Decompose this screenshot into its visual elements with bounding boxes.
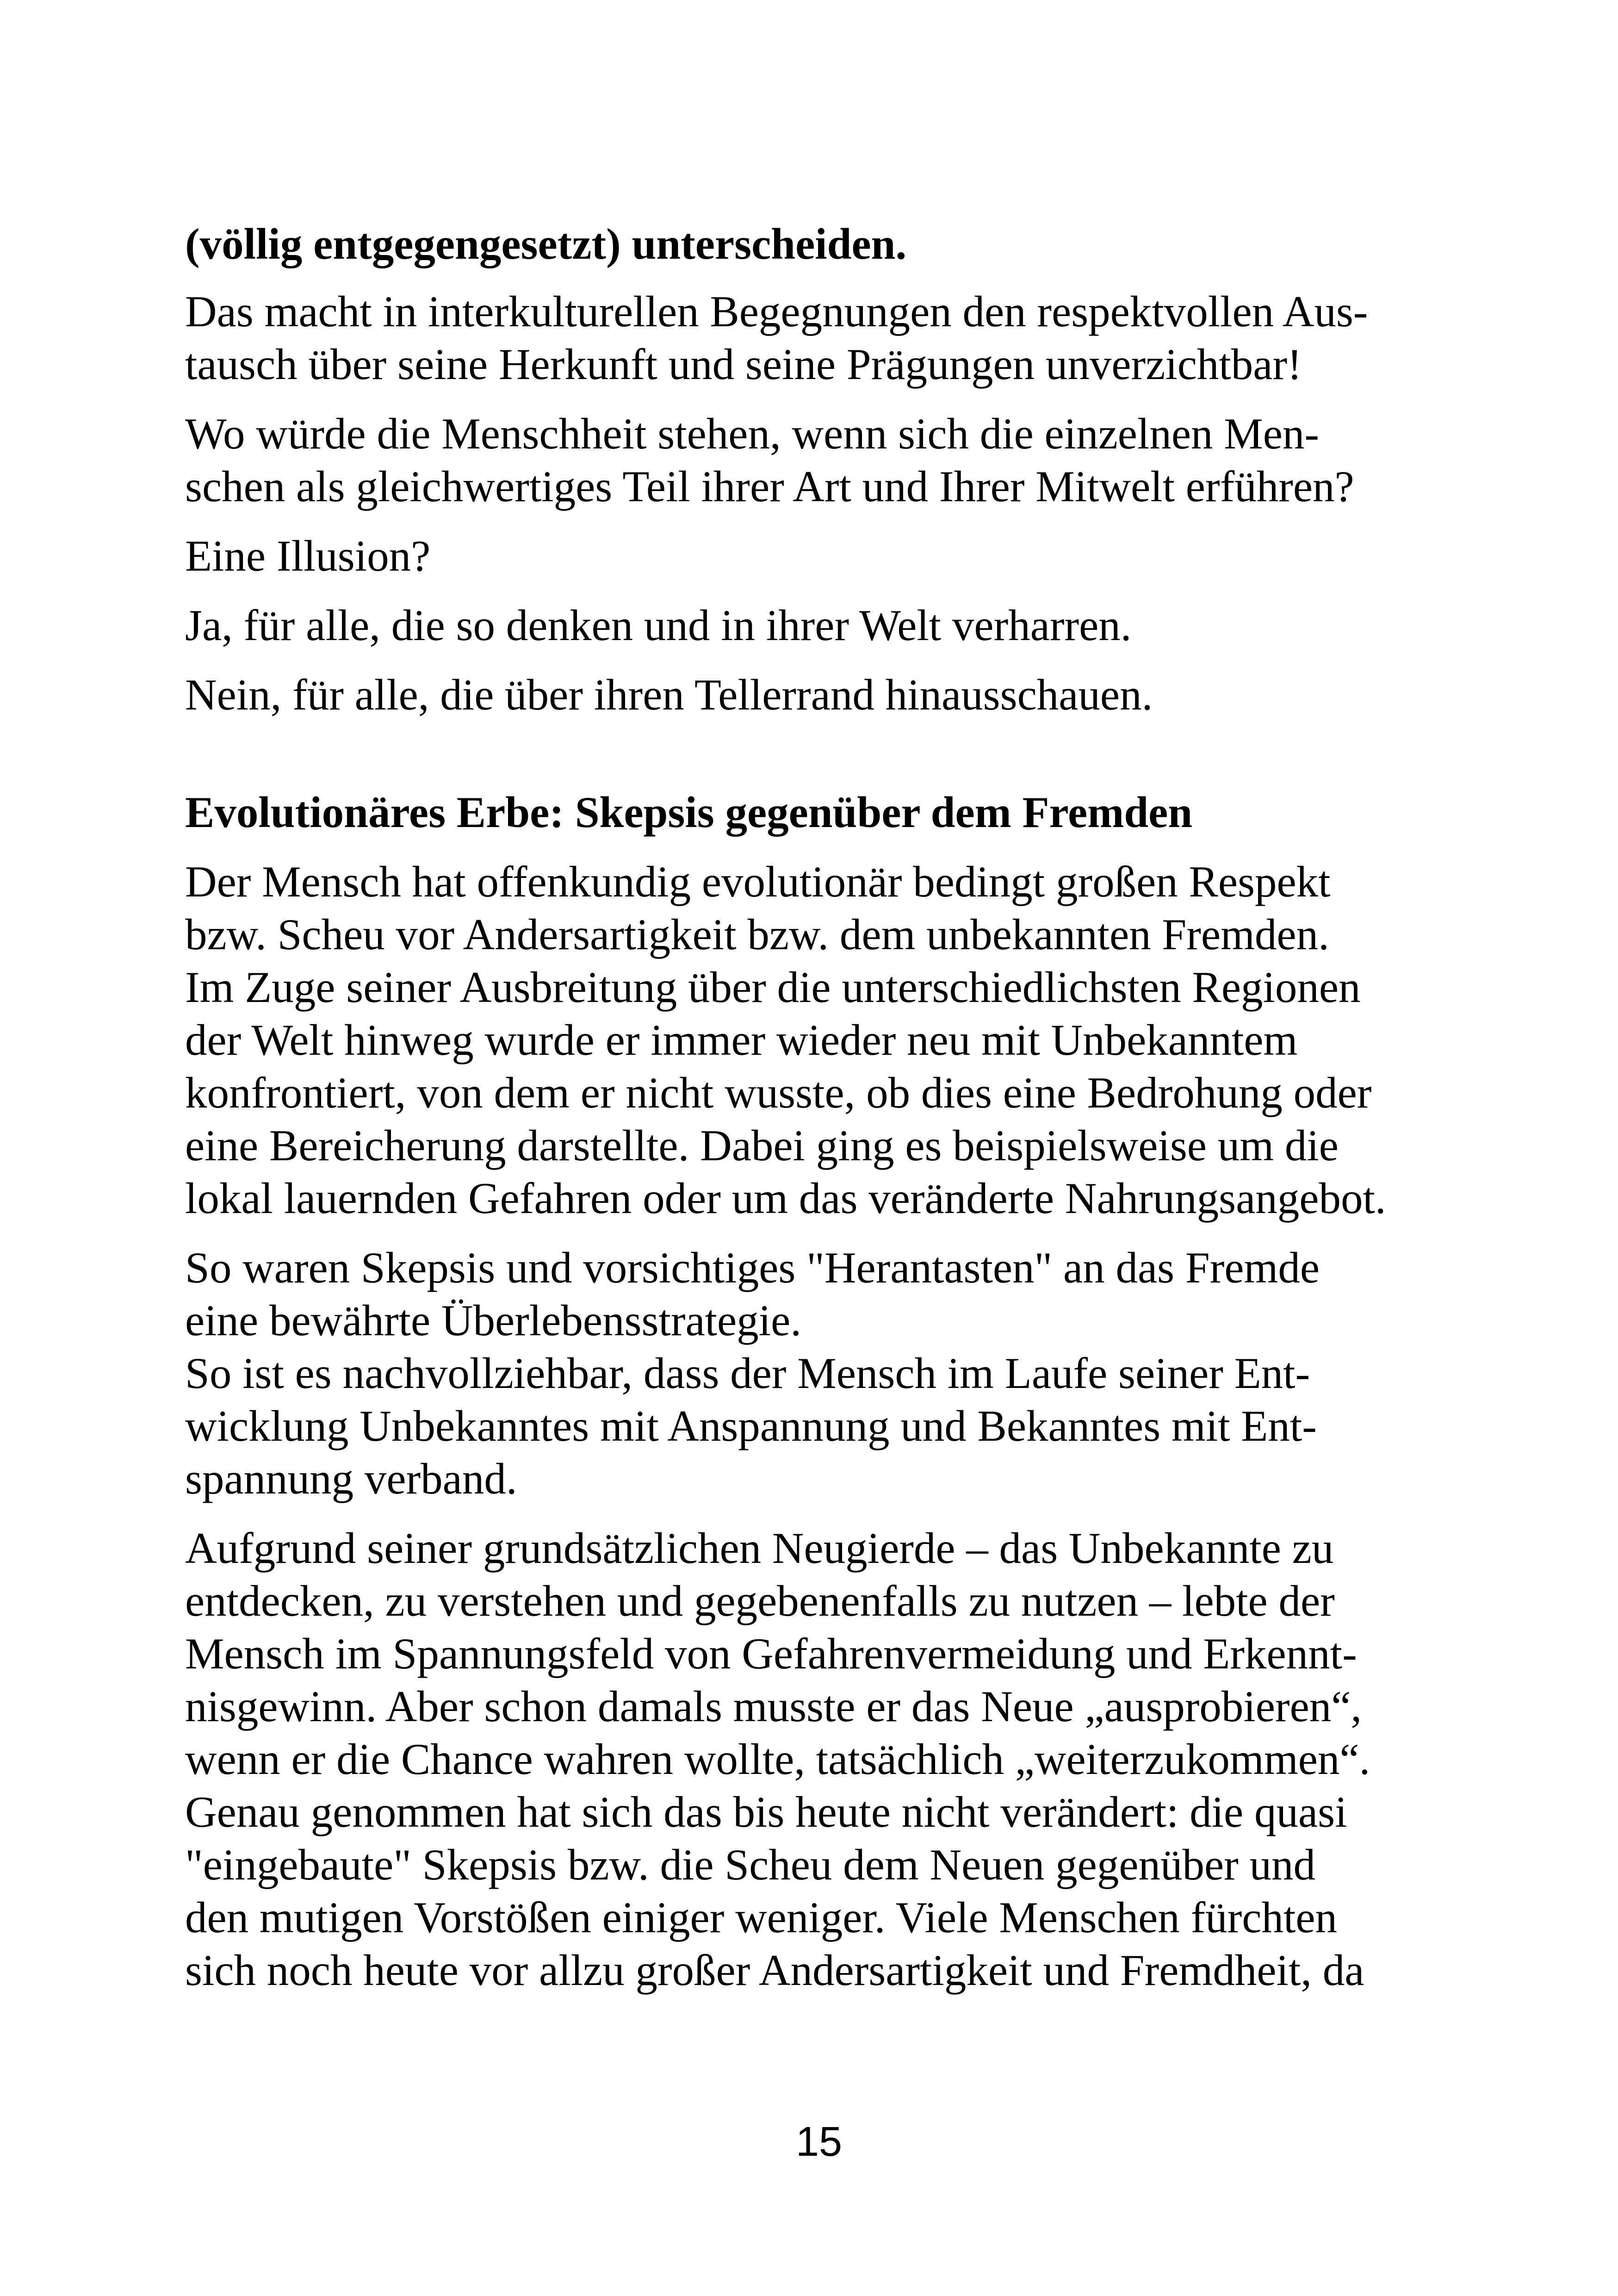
paragraph-ja — [185, 599, 1453, 652]
page-footer — [185, 2119, 1453, 2165]
text-line: Nein, für alle, die über ihren Tellerrand hinausschauen. — [185, 670, 1153, 719]
text-column — [185, 218, 1453, 2013]
paragraph-neugierde — [185, 1522, 1453, 1997]
text-line: wenn er die Chance wahren wollte, tatsächlich „weiterzukommen“. — [185, 1735, 1370, 1784]
text-line: Das macht in interkulturellen Begegnungen den respektvollen Aus- — [185, 287, 1368, 336]
text-line: konfrontiert, von dem er nicht wusste, ob dies eine Bedrohung oder — [185, 1068, 1372, 1117]
paragraph-illusion — [185, 529, 1453, 582]
text-line: wicklung Unbekanntes mit Anspannung und Bekanntes mit Ent- — [185, 1401, 1317, 1450]
page-top-heading — [185, 218, 1453, 270]
text-line: Der Mensch hat offenkundig evolutionär bedingt großen Respekt — [185, 857, 1331, 906]
text-line: Mensch im Spannungsfeld von Gefahrenvermeidung und Erkennt- — [185, 1629, 1357, 1678]
paragraph-austausch — [185, 285, 1453, 391]
paragraph-der-mensch — [185, 855, 1453, 1225]
heading-line: (völlig entgegengesetzt) unterscheiden. — [185, 219, 907, 268]
paragraph-menschheit — [185, 407, 1453, 513]
text-line: entdecken, zu verstehen und gegebenenfalls zu nutzen – lebte der — [185, 1576, 1335, 1625]
page-number: 15 — [795, 2119, 843, 2165]
text-line: So waren Skepsis und vorsichtiges "Herantasten" an das Fremde — [185, 1243, 1320, 1292]
text-line: eine bewährte Überlebensstrategie. — [185, 1296, 801, 1345]
text-line: spannung verband. — [185, 1454, 517, 1503]
text-line: Genau genommen hat sich das bis heute nicht verändert: die quasi — [185, 1787, 1347, 1836]
text-line: lokal lauernden Gefahren oder um das veränderte Nahrungsangebot. — [185, 1174, 1386, 1223]
text-line: nisgewinn. Aber schon damals musste er das Neue „ausprobieren“, — [185, 1682, 1362, 1731]
text-line: den mutigen Vorstößen einiger weniger. Viele Menschen fürchten — [185, 1893, 1338, 1942]
text-line: eine Bereicherung darstellte. Dabei ging es beispielsweise um die — [185, 1121, 1339, 1170]
heading-line: Evolutionäres Erbe: Skepsis gegenüber dem Fremden — [185, 788, 1193, 837]
text-line: schen als gleichwertiges Teil ihrer Art und Ihrer Mitwelt erführen? — [185, 462, 1354, 511]
text-line: bzw. Scheu vor Andersartigkeit bzw. dem unbekannten Fremden. — [185, 910, 1329, 959]
text-line: "eingebaute" Skepsis bzw. die Scheu dem Neuen gegenüber und — [185, 1840, 1316, 1889]
text-line: Im Zuge seiner Ausbreitung über die unterschiedlichsten Regionen — [185, 963, 1361, 1012]
text-line: So ist es nachvollziehbar, dass der Mensch im Laufe seiner Ent- — [185, 1349, 1310, 1398]
text-line: der Welt hinweg wurde er immer wieder neu mit Unbekanntem — [185, 1015, 1298, 1064]
paragraph-nein — [185, 668, 1453, 721]
text-line: sich noch heute vor allzu großer Andersartigkeit und Fremdheit, da — [185, 1946, 1364, 1995]
text-line: Ja, für alle, die so denken und in ihrer Welt verharren. — [185, 601, 1132, 650]
section-heading-evolutionaeres-erbe — [185, 786, 1453, 839]
text-line: tausch über seine Herkunft und seine Prägungen unverzichtbar! — [185, 340, 1302, 389]
text-line: Wo würde die Menschheit stehen, wenn sich die einzelnen Men- — [185, 409, 1320, 458]
text-line: Eine Illusion? — [185, 531, 431, 580]
text-line: Aufgrund seiner grundsätzlichen Neugierde – das Unbekannte zu — [185, 1524, 1334, 1573]
paragraph-skepsis-strategie — [185, 1241, 1453, 1505]
